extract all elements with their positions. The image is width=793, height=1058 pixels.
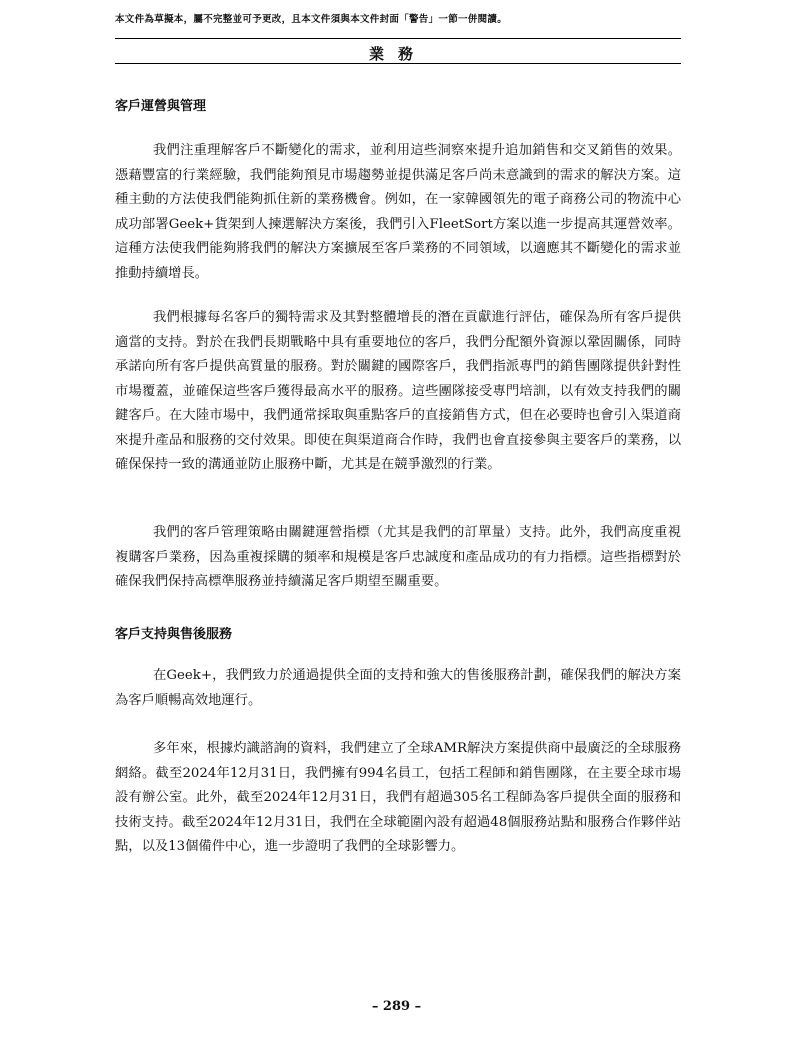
heading-customer-support: 客戶支持與售後服務 xyxy=(115,627,233,642)
paragraph: 我們根據每名客戶的獨特需求及其對整體增長的潛在貢獻進行評估，確保為所有客戶提供適當的支持。對於在我們長期戰略中具有重要地位的客戶，我們分配額外資源以鞏固關係，同時承諾向所有客戶提供高質量的服務。對於關鍵的國際客戶，我們指派專門的銷售團隊提供針對性市場覆蓋，並確保這些客戶獲得最高水平的服務。這些團隊接受專門培訓，以有效支持我們的關鍵客戶。在大陸市場中，我們通常採取與重點客戶的直接銷售方式，但在必要時也會引入渠道商來提升產品和服務的交付效果。即使在與渠道商合作時，我們也會直接參與主要客戶的業務，以確保保持一致的溝通並防止服務中斷，尤其是在競爭激烈的行業。 xyxy=(115,310,681,472)
paragraph: 多年來，根據灼識諮詢的資料，我們建立了全球AMR解決方案提供商中最廣泛的全球服務網絡。截至2024年12月31日，我們擁有994名員工，包括工程師和銷售團隊，在主要全球市場設有辦公室。此外，截至2024年12月31日，我們有超過305名工程師為客戶提供全面的服務和技術支持。截至2024年12月31日，我們在全球範圍內設有超過48個服務站點和服務合作夥伴站點，以及13個備件中心，進一步證明了我們的全球影響力。 xyxy=(115,741,681,854)
header-rule-bottom xyxy=(115,63,681,64)
heading-customer-operations: 客戶運營與管理 xyxy=(115,99,207,114)
paragraph: 我們注重理解客戶不斷變化的需求，並利用這些洞察來提升追加銷售和交叉銷售的效果。憑藉豐富的行業經驗，我們能夠預見市場趨勢並提供滿足客戶尚未意識到的需求的解決方案。這種主動的方法使我們能夠抓住新的業務機會。例如，在一家韓國領先的電子商務公司的物流中心成功部署Geek+貨架到人揀選解決方案後，我們引入FleetSort方案以進一步提高其運營效率。這種方法使我們能夠將我們的解決方案擴展至客戶業務的不同領域，以適應其不斷變化的需求並推動持續增長。 xyxy=(115,143,681,281)
paragraph: 我們的客戶管理策略由關鍵運營指標（尤其是我們的訂單量）支持。此外，我們高度重視複購客戶業務，因為重複採購的頻率和規模是客戶忠誠度和產品成功的有力指標。這些指標對於確保我們保持高標準服務並持續滿足客戶期望至關重要。 xyxy=(115,525,681,589)
draft-disclaimer: 本文件為草擬本，屬不完整並可予更改，且本文件須與本文件封面「警告」一節一併閱讀。 xyxy=(115,14,508,25)
page-number: – 289 – xyxy=(371,999,422,1014)
paragraph: 在Geek+，我們致力於通過提供全面的支持和強大的售後服務計劃，確保我們的解決方案為客戶順暢高效地運行。 xyxy=(115,668,681,708)
header-rule-top xyxy=(115,38,681,39)
section-title: 業務 xyxy=(368,45,427,63)
